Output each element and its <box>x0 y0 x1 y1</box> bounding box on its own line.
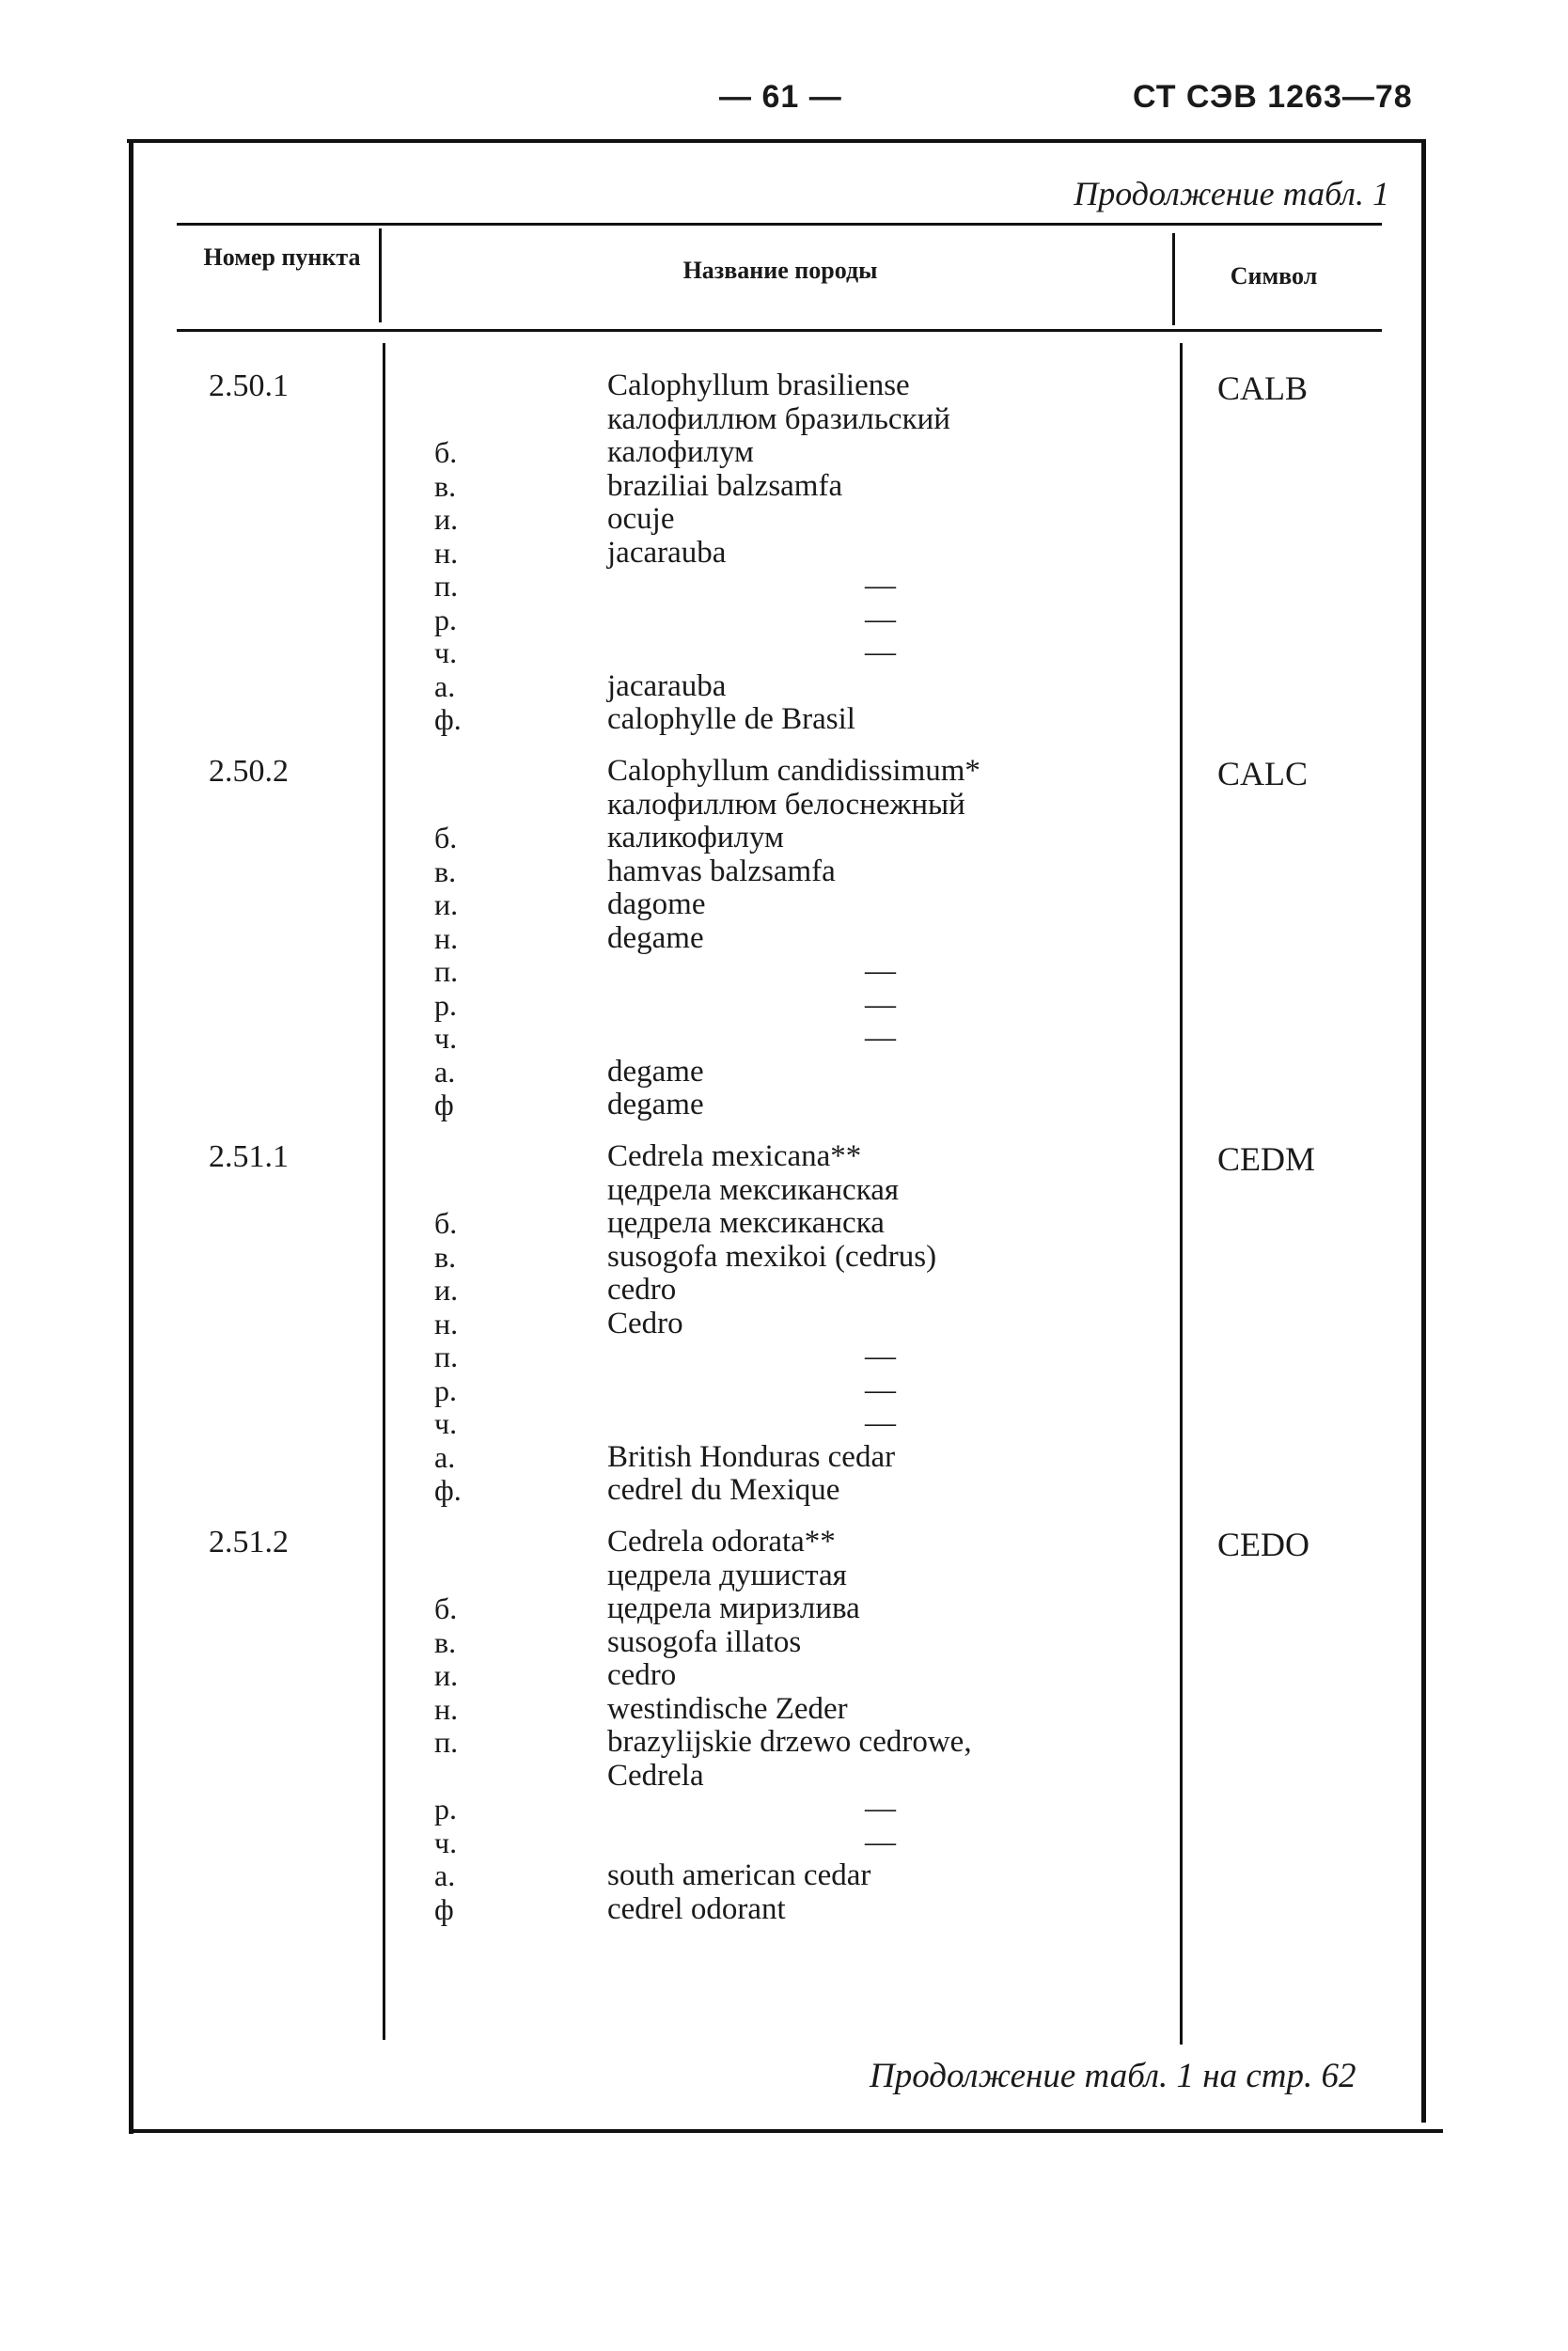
species-name: — <box>865 1021 896 1055</box>
species-name: цедрела мексиканска <box>607 1206 885 1240</box>
language-code: в. <box>434 468 457 503</box>
language-code: н. <box>434 535 459 570</box>
continuation-bottom: Продолжение табл. 1 на стр. 62 <box>870 2057 1356 2095</box>
language-code: ф. <box>434 702 462 736</box>
species-name: south american cedar <box>607 1858 871 1892</box>
language-code: а. <box>434 1858 456 1892</box>
species-name: цедрела мексиканская <box>607 1172 900 1207</box>
species-name: ocuje <box>607 502 675 536</box>
species-name: цедрела душистая <box>607 1558 847 1592</box>
species-name: цедрела миризлива <box>607 1591 860 1625</box>
language-code: п. <box>434 1725 459 1759</box>
species-name: degame <box>607 920 704 955</box>
species-name: Cedrela <box>607 1758 704 1793</box>
species-name: westindische Zeder <box>607 1691 848 1726</box>
language-code: б. <box>434 1206 458 1240</box>
item-number: 2.50.1 <box>209 368 289 403</box>
species-name: — <box>865 1340 896 1373</box>
language-code: ч. <box>434 1406 458 1440</box>
column-divider-right <box>1180 343 1183 2045</box>
language-code: в. <box>434 1239 457 1274</box>
language-code: б. <box>434 821 458 854</box>
species-name: susogofa mexikoi (cedrus) <box>607 1239 937 1274</box>
header-rule-bottom <box>177 329 1382 332</box>
frame-bottom-line <box>132 2129 1443 2133</box>
wood-symbol: CALC <box>1217 755 1309 792</box>
language-code: п. <box>434 954 459 988</box>
species-name: калофилум <box>607 435 754 469</box>
language-code: в. <box>434 1624 457 1659</box>
wood-symbol: CEDO <box>1217 1526 1309 1563</box>
language-code: и. <box>434 1658 459 1692</box>
species-name: cedro <box>607 1658 677 1692</box>
language-code: р. <box>434 987 457 1022</box>
frame-left-line <box>129 139 133 2134</box>
item-number: 2.50.2 <box>209 754 289 789</box>
language-code: р. <box>434 1792 457 1826</box>
frame-top-line <box>127 139 1426 143</box>
species-name: каликофилум <box>607 821 784 854</box>
species-name: brazylijskie drzewo cedrowe, <box>607 1725 972 1759</box>
species-name: калофиллюм белоснежный <box>607 787 965 822</box>
column-divider-right-header <box>1172 233 1175 325</box>
language-code: р. <box>434 602 457 636</box>
language-code: ч. <box>434 635 458 669</box>
species-name: dagome <box>607 887 706 921</box>
species-name: — <box>865 1825 896 1859</box>
wood-symbol: CEDM <box>1217 1140 1316 1178</box>
species-name: — <box>865 635 896 669</box>
species-name: Cedro <box>607 1306 683 1340</box>
species-name: — <box>865 1792 896 1826</box>
species-name: susogofa illatos <box>607 1624 802 1659</box>
language-code: ф. <box>434 1473 462 1507</box>
species-name: cedrel du Mexique <box>607 1473 840 1507</box>
species-name: — <box>865 1406 896 1440</box>
language-code: ч. <box>434 1825 458 1859</box>
species-name: cedrel odorant <box>607 1891 786 1926</box>
species-name: calophylle de Brasil <box>607 702 855 736</box>
column-divider-left <box>383 343 385 2040</box>
standard-code: СТ СЭВ 1263—78 <box>1133 79 1413 115</box>
language-code: и. <box>434 502 459 536</box>
language-code: п. <box>434 1340 459 1373</box>
species-name: jacarauba <box>607 668 727 703</box>
continuation-top: Продолжение табл. 1 <box>1074 175 1389 212</box>
species-name: — <box>865 1372 896 1407</box>
language-code: и. <box>434 887 459 921</box>
language-code: а. <box>434 1439 456 1474</box>
species-name: Cedrela odorata** <box>607 1525 836 1559</box>
species-name: degame <box>607 1088 704 1121</box>
language-code: и. <box>434 1273 459 1307</box>
language-code: р. <box>434 1372 457 1407</box>
frame-right-line <box>1421 139 1426 2123</box>
header-rule-top <box>177 223 1382 226</box>
language-code: б. <box>434 435 458 469</box>
species-name: British Honduras cedar <box>607 1439 896 1474</box>
item-number: 2.51.1 <box>209 1139 289 1174</box>
language-code: ф <box>434 1891 454 1926</box>
language-code: ф <box>434 1088 454 1121</box>
language-code: а. <box>434 668 456 703</box>
species-name: Calophyllum brasiliense <box>607 368 910 402</box>
species-name: — <box>865 987 896 1022</box>
language-code: н. <box>434 1306 459 1340</box>
wood-symbol: CALB <box>1217 369 1309 407</box>
species-name: hamvas balzsamfa <box>607 854 836 888</box>
column-header-name: Название породы <box>682 257 878 284</box>
language-code: в. <box>434 854 457 888</box>
species-name: Calophyllum candidissimum* <box>607 754 980 788</box>
column-divider-left-header <box>379 228 382 322</box>
species-name: — <box>865 569 896 603</box>
species-name: — <box>865 954 896 988</box>
column-header-number: Номер пункта <box>203 243 361 271</box>
language-code: п. <box>434 569 459 603</box>
species-name: — <box>865 602 896 636</box>
species-name: jacarauba <box>607 535 727 570</box>
column-header-symbol: Символ <box>1230 262 1318 290</box>
language-code: ч. <box>434 1021 458 1055</box>
language-code: н. <box>434 920 459 955</box>
language-code: а. <box>434 1054 456 1089</box>
page-number: — 61 — <box>719 79 842 115</box>
language-code: н. <box>434 1691 459 1726</box>
species-name: braziliai balzsamfa <box>607 468 843 503</box>
language-code: б. <box>434 1591 458 1625</box>
species-name: degame <box>607 1054 704 1089</box>
species-name: cedro <box>607 1273 677 1307</box>
species-name: Cedrela mexicana** <box>607 1139 862 1173</box>
species-name: калофиллюм бразильский <box>607 401 950 436</box>
item-number: 2.51.2 <box>209 1525 289 1559</box>
